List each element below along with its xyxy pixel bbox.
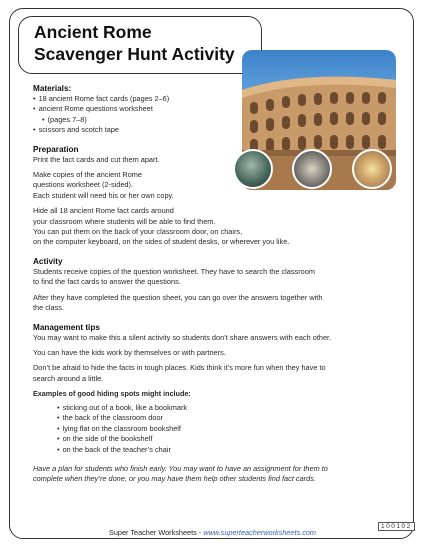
worksheet-code: 100102 (378, 522, 415, 531)
footer-brand: Super Teacher Worksheets - (109, 528, 204, 537)
list-item: • the back of the classroom door (57, 413, 403, 424)
list-item: • on the back of the teacher’s chair (57, 445, 403, 456)
preparation-heading: Preparation (33, 144, 79, 154)
list-item: • 18 ancient Rome fact cards (pages 2–6) (33, 94, 403, 104)
activity-p2a: After they have completed the question sheet, you can go over the answers together with (33, 292, 323, 302)
worksheet-content (33, 83, 403, 484)
list-item-cont (33, 115, 403, 125)
preparation-p1: Print the fact cards and cut them apart. (33, 154, 160, 164)
spots-heading: Examples of good hiding spots might include: (33, 389, 191, 399)
preparation-p3c: You can put them on the back of your classroom door, on chairs, (33, 227, 243, 237)
list-item: • lying flat on the classroom bookshelf (57, 424, 403, 435)
preparation-p3a: Hide all 18 ancient Rome fact cards around (33, 206, 174, 216)
activity-heading: Activity (33, 256, 63, 266)
closing-a: Have a plan for students who finish early. You may want to have an assignment for them to (33, 463, 328, 473)
preparation-p2a: Make copies of the ancient Rome (33, 170, 142, 180)
page-title-line2: Scavenger Hunt Activity (34, 44, 235, 64)
tips-p3b: search around a little. (33, 373, 104, 383)
preparation-p3d: on the computer keyboard, on the sides of student desks, or wherever you like. (33, 237, 290, 247)
activity-p2b: the class. (33, 303, 65, 313)
page-title-line1: Ancient Rome (34, 22, 152, 42)
list-item: • scissors and scotch tape (33, 125, 403, 135)
preparation-p2c: Each student will need his or her own copy. (33, 190, 174, 200)
list-item: • on the side of the bookshelf (57, 434, 403, 445)
tips-heading: Management tips (33, 322, 100, 332)
activity-p1b: to find the fact cards to answer the questions. (33, 277, 181, 287)
activity-p1a: Students receive copies of the question worksheet. They have to search the classroom (33, 266, 315, 276)
tips-p1: You may want to make this a silent activity so students don’t share answers with each other. (33, 332, 332, 342)
spots-list (33, 403, 403, 456)
preparation-p2b: questions worksheet (2-sided). (33, 180, 134, 190)
title-box (18, 16, 262, 74)
preparation-p3b: your classroom where students will be able to find them. (33, 216, 216, 226)
list-item: • sticking out of a book, like a bookmark (57, 403, 403, 414)
materials-heading: Materials: (33, 84, 72, 93)
tips-p2: You can have the kids work by themselves or with partners. (33, 347, 226, 357)
footer-url-link[interactable]: www.superteacherworksheets.com (203, 528, 316, 537)
materials-list (33, 94, 403, 136)
list-item: • ancient Rome questions worksheet (33, 104, 403, 114)
footer (0, 528, 425, 537)
closing-b: complete when they’re done, or you may have them help other students find fact cards. (33, 473, 316, 483)
list-item-cont-text: (pages 7–8) (47, 114, 87, 124)
tips-p3a: Don’t be afraid to hide the facts in tough places. Kids think it’s more fun when they have to (33, 363, 326, 373)
